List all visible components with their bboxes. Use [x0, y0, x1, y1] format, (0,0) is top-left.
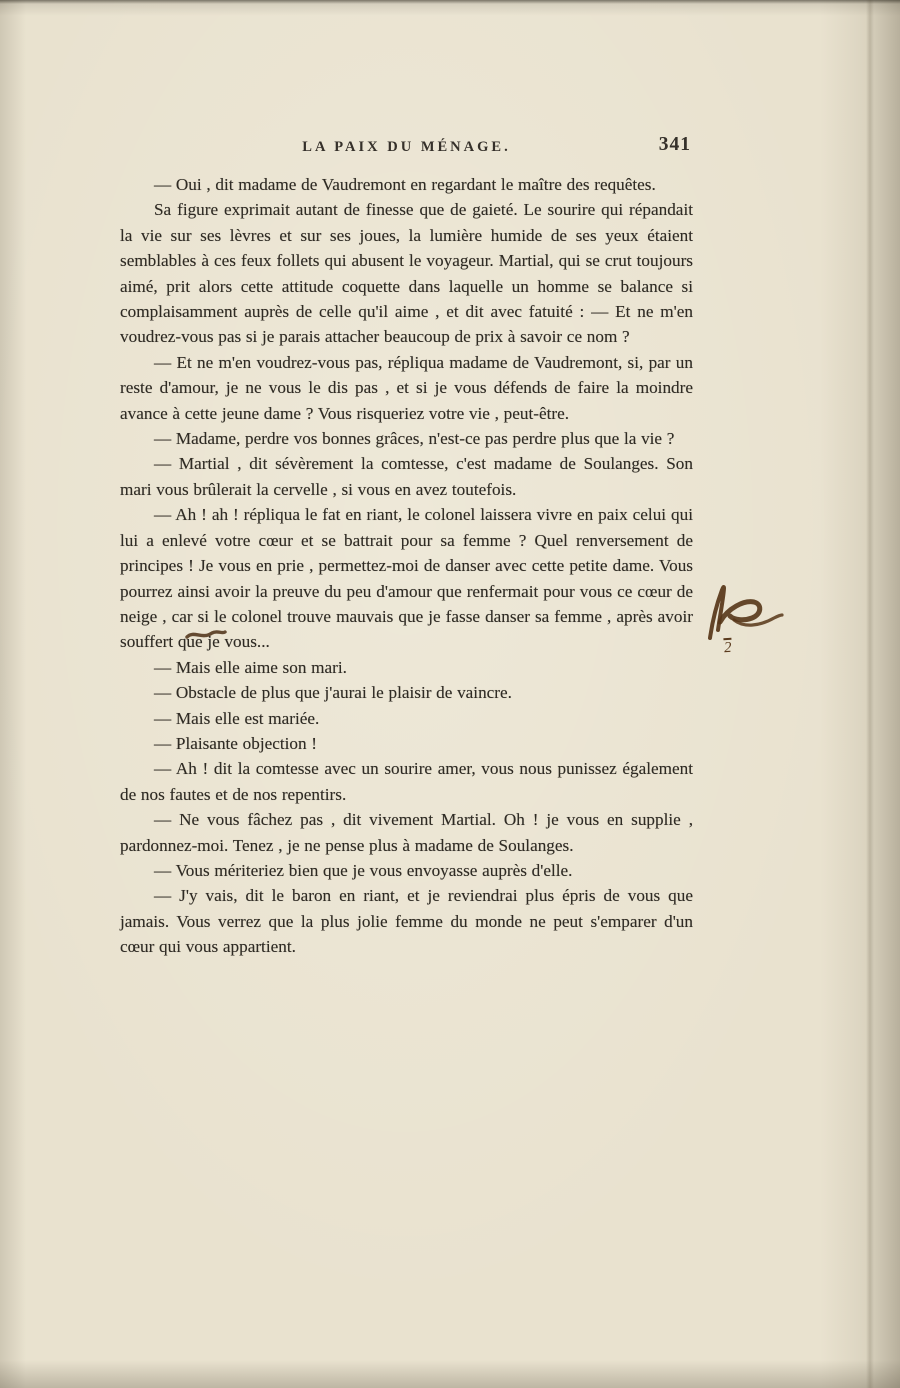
paragraph: — Martial , dit sévèrement la comtesse, c'est madame de Soulanges. Son mari vous brûlerait la cervelle , si vous en avez toutefois.	[120, 454, 693, 499]
paragraph: — Oui , dit madame de Vaudremont en regardant le maître des requêtes.	[154, 175, 656, 194]
text-column	[120, 172, 693, 960]
margin-note-number: 2	[723, 639, 733, 657]
paragraph: — Plaisante objection !	[154, 733, 318, 753]
paragraph: — Mais elle aime son mari.	[154, 657, 347, 677]
page-number: 341	[658, 134, 691, 155]
paragraph: — Obstacle de plus que j'aurai le plaisir de vaincre.	[154, 683, 512, 703]
paragraph: — Ah ! ah ! répliqua le fat en riant, le colonel laissera vivre en paix celui qui lui a enlevé votre cœur et se battrait pour sa femme ? Quel renversement de principes ! Je vous en prie , permettez-moi de danser avec cette petite dame. Vous pourrez ainsi avoir la preuve du peu d'amour que renfermait pour vous ce cœur de neige , car si le colonel trouve mauvais que je fasse danser sa femme , après avoir souffert que je vous...	[120, 505, 693, 652]
running-title: LA PAIX DU MÉNAGE.	[302, 139, 511, 155]
paragraph: — Vous mériteriez bien que je vous envoyasse auprès d'elle.	[154, 860, 573, 880]
paragraph: Sa figure exprimait autant de finesse que de gaieté. Le sourire qui répandait la vie sur ses lèvres et sur ses joues, la lumière humide de ses yeux étaient semblables à ces feux follets qui abusent le voyageur. Martial, qui se crut toujours aimé, prit alors cette attitude coquette dans laquelle un homme se balance si complaisamment auprès de celle qu'il aime , et dit avec fatuité : — Et ne m'en voudrez-vous pas si je parais attacher beaucoup de prix à savoir ce nom ?	[120, 200, 693, 347]
page-edge-crease	[866, 0, 874, 1388]
paragraph: — Ah ! dit la comtesse avec un sourire amer, vous nous punissez également de nos fautes et de nos repentirs.	[120, 759, 693, 804]
paragraph: — Ne vous fâchez pas , dit vivement Martial. Oh ! je vous en supplie , pardonnez-moi. Tenez , je ne pense plus à madame de Soulanges.	[120, 810, 693, 855]
paragraph: — Mais elle est mariée.	[154, 708, 320, 728]
running-header	[120, 134, 693, 165]
margin-ink-flourish-icon	[700, 582, 786, 652]
paragraph: — Madame, perdre vos bonnes grâces, n'est-ce pas perdre plus que la vie ?	[154, 429, 675, 449]
paragraph: — J'y vais, dit le baron en riant, et je reviendrai plus épris de vous que jamais. Vous verrez que la plus jolie femme du monde ne peut s'emparer d'un cœur qui vous appartient.	[120, 886, 693, 957]
paragraph: — Et ne m'en voudrez-vous pas, répliqua madame de Vaudremont, si, par un reste d'amour, je ne vous le dis pas , et si je vous défends de faire la moindre avance à cette jeune dame ? Vous risqueriez votre vie , peut-être.	[120, 352, 693, 423]
